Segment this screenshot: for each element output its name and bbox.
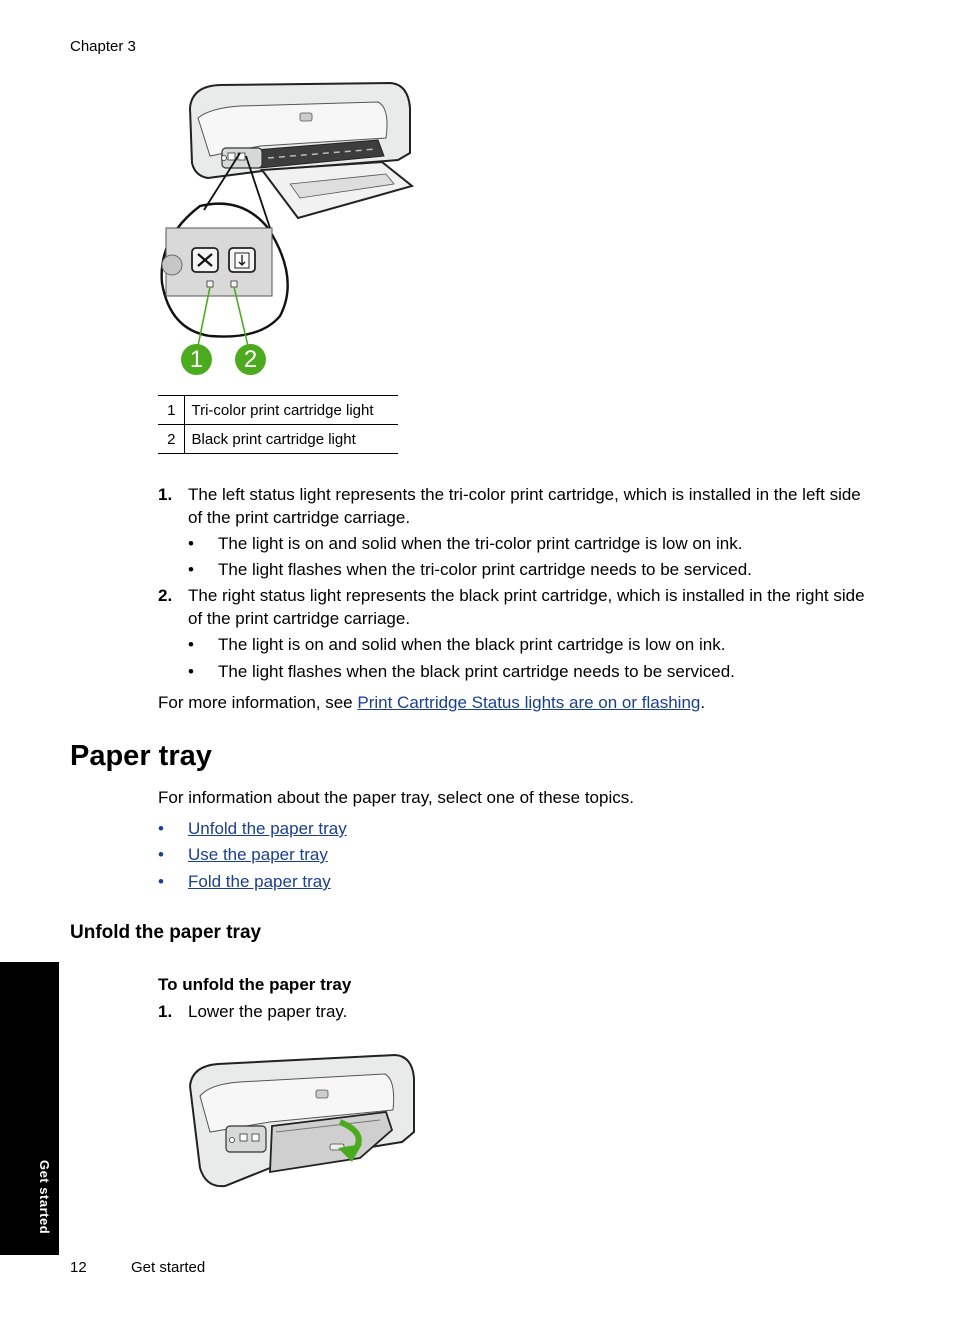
printer-illustration (180, 1048, 425, 1196)
bullet-text: The light flashes when the black print cartridge needs to be serviced. (218, 662, 735, 681)
legend-num: 2 (158, 425, 184, 454)
bullet-glyph: • (158, 819, 164, 838)
procedure-title: To unfold the paper tray (158, 975, 352, 994)
step-text: The right status light represents the black print cartridge, which is installed in the right side of the print cartridge carriage. (188, 586, 865, 628)
use-tray-link[interactable]: Use the paper tray (188, 845, 328, 864)
status-lights-link[interactable]: Print Cartridge Status lights are on or flashing (357, 693, 701, 712)
bullet-glyph: • (188, 635, 194, 654)
step-text: Lower the paper tray. (188, 1002, 348, 1021)
table-row (158, 425, 398, 454)
unfold-heading: Unfold the paper tray (70, 922, 262, 943)
more-info-suffix: . (700, 693, 706, 712)
footer-section: Get started (131, 1259, 206, 1276)
black-light-icon (231, 281, 237, 287)
chapter-header: Chapter 3 (70, 38, 136, 55)
bullet-glyph: • (188, 534, 194, 553)
callout-2: 2 (235, 344, 266, 375)
step-number: 2. (158, 586, 173, 605)
callout-legend-table (158, 395, 398, 454)
callout-1: 1 (181, 344, 212, 375)
step-text: The left status light represents the tri-color print cartridge, which is installed in the left side of the print cartridge carriage. (188, 485, 861, 527)
printer-illustration (150, 78, 420, 383)
lower-tray-figure (180, 1048, 425, 1196)
bullet-text: The light is on and solid when the tri-color print cartridge is low on ink. (218, 534, 743, 553)
fold-tray-link[interactable]: Fold the paper tray (188, 872, 331, 891)
legend-text: Black print cartridge light (184, 425, 398, 454)
tricolor-light-icon (207, 281, 213, 287)
bullet-glyph: • (188, 560, 194, 579)
page-title: Paper tray (70, 740, 212, 772)
bullet-glyph: • (158, 845, 164, 864)
bullet-glyph: • (188, 662, 194, 681)
hp-logo-icon (300, 113, 312, 121)
legend-text: Tri-color print cartridge light (184, 396, 398, 425)
bullet-glyph: • (158, 872, 164, 891)
page-number: 12 (70, 1259, 87, 1276)
step-number: 1. (158, 1002, 173, 1021)
bullet-text: The light is on and solid when the black print cartridge is low on ink. (218, 635, 726, 654)
sidebar-label (36, 1160, 56, 1248)
unfold-tray-link[interactable]: Unfold the paper tray (188, 819, 347, 838)
hp-logo-icon (316, 1090, 328, 1098)
more-info-prefix: For more information, see (158, 693, 358, 712)
more-info-paragraph (158, 692, 705, 715)
sidebar-label-text: Get started (37, 1160, 52, 1235)
bullet-text: The light flashes when the tri-color print cartridge needs to be serviced. (218, 560, 752, 579)
step-number: 1. (158, 485, 173, 504)
paper-tray-intro: For information about the paper tray, select one of these topics. (158, 788, 634, 807)
table-row (158, 396, 398, 425)
printer-status-lights-figure (150, 78, 420, 383)
legend-num: 1 (158, 396, 184, 425)
